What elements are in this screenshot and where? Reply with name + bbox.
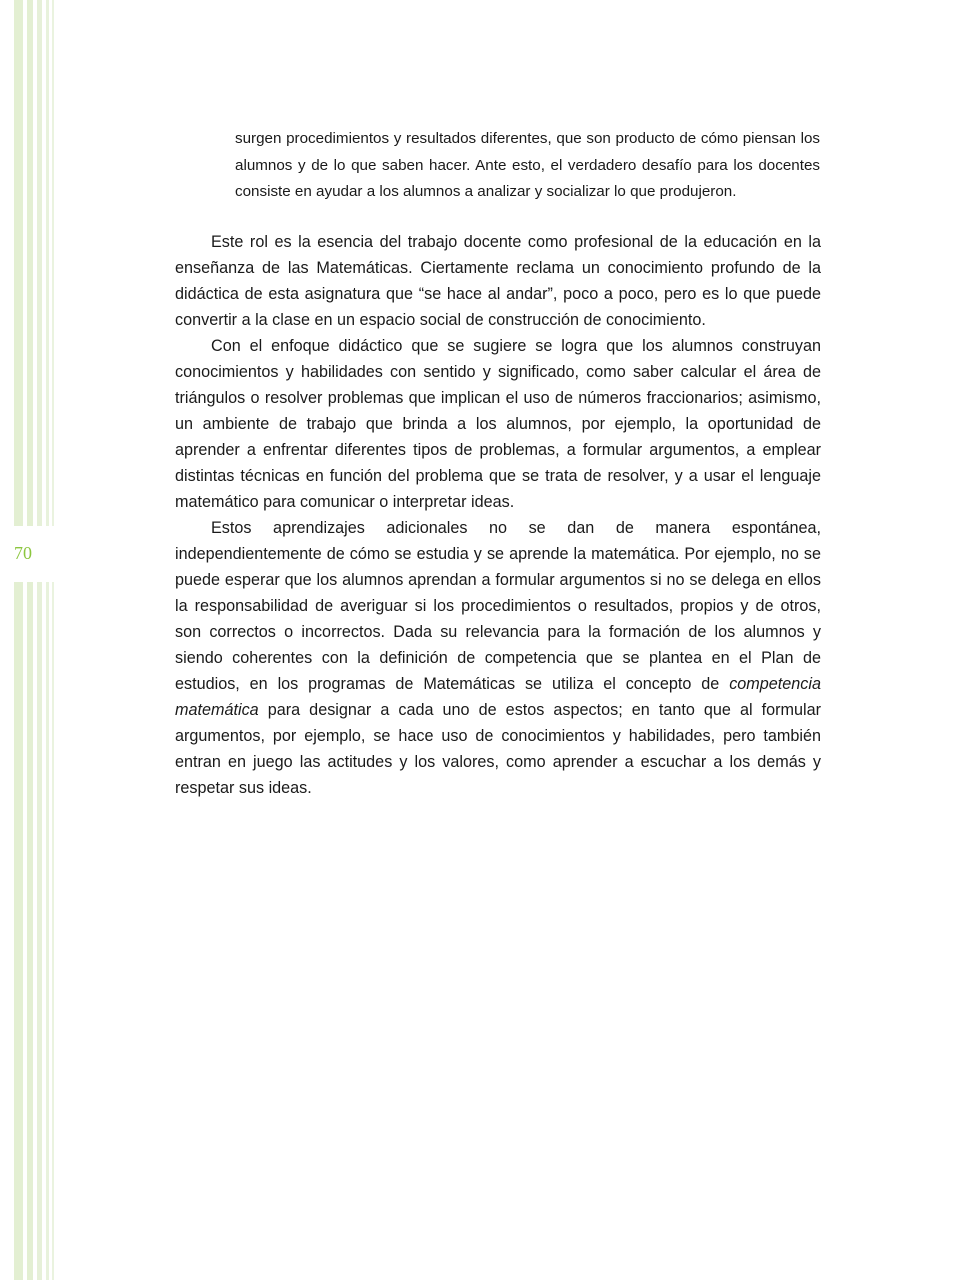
main-text (175, 229, 821, 801)
paragraph: Con el enfoque didáctico que se sugiere se logra que los alumnos construyan conocimientos y habilidades con sentido y significado, como saber calcular el área de triángulos o resolver problemas que implican el uso de números fraccionarios; asimismo, un ambiente de trabajo que brinda a los alumnos, por ejemplo, la oportunidad de aprender a enfrentar diferentes tipos de problemas, a formular argumentos, a emplear distintas técnicas en función del problema que se trata de resolver, y a usar el lenguaje matemático para comunicar o interpretar ideas. (175, 337, 821, 511)
page-number: 70 (14, 543, 32, 563)
emphasized-term: competencia matemática (175, 675, 821, 719)
margin-stripe (37, 0, 42, 1280)
margin-stripe (14, 0, 23, 1280)
paragraph-text: para designar a cada uno de estos aspectos; en tanto que al formular argumentos, por ejemplo, se hace uso de conocimientos y habilidades, pero también entran en juego las actitudes y los valores, como aprender a escuchar a los demás y respetar sus ideas. (175, 701, 821, 797)
paragraph-text: Estos aprendizajes adicionales no se dan de manera espontánea, independientemente de cómo se estudia y se aprende la matemática. Por ejemplo, no se puede esperar que los alumnos aprendan a formular argumentos si no se delega en ellos la responsabilidad de averiguar si los procedimientos o resultados, propios y de otros, son correctos o incorrectos. Dada su relevancia para la formación de los alumnos y siendo coherentes con la definición de competencia que se plantea en el Plan de estudios, en los programas de Matemáticas se utiliza el concepto de (175, 519, 821, 693)
quote-block: surgen procedimientos y resultados diferentes, que son producto de cómo piensan los alumnos y de lo que saben hacer. Ante esto, el verdadero desafío para los docentes consiste en ayudar a los alumnos a analizar y socializar lo que produjeron. (235, 130, 820, 200)
margin-stripe (46, 0, 49, 1280)
paragraph: Este rol es la esencia del trabajo docente como profesional de la educación en la enseñanza de las Matemáticas. Ciertamente reclama un conocimiento profundo de la didáctica de esta asignatura que “se hace al andar”, poco a poco, pero es lo que puede convertir a la clase en un espacio social de construcción de conocimiento. (175, 233, 821, 329)
margin-decoration (0, 0, 60, 1280)
margin-stripe (27, 0, 33, 1280)
margin-stripe (52, 0, 54, 1280)
paragraph (175, 515, 821, 801)
